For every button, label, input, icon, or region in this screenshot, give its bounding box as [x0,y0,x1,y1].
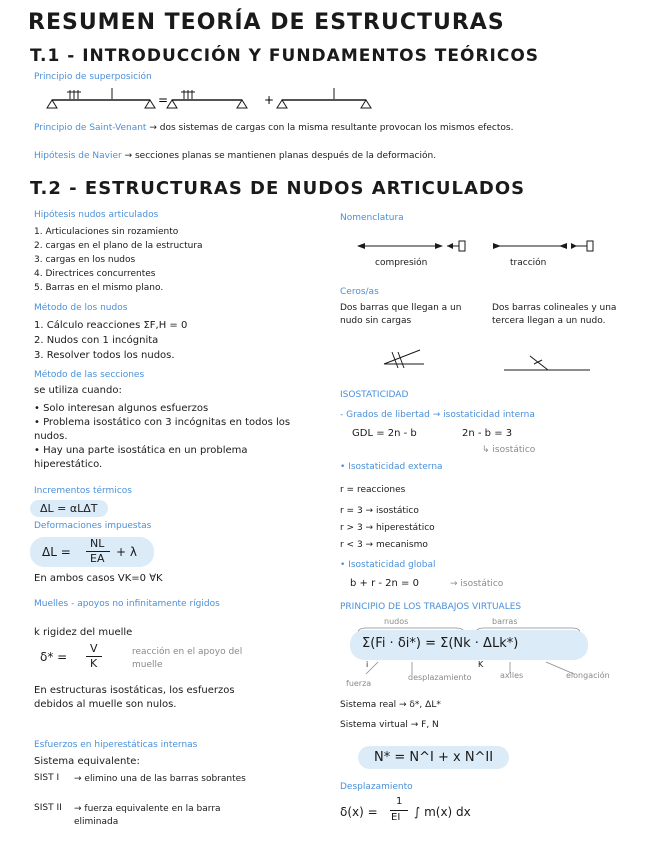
metodo-secciones-list [34,402,294,472]
navier-line [34,151,436,161]
global-note: → isostático [450,579,504,589]
sistema-virtual: Sistema virtual → F, N [340,720,439,730]
ptv-elongacion: elongación [566,671,610,680]
global-label: • Isostaticidad global [340,560,436,570]
list-item: 3. cargas en los nudos [34,255,136,265]
list-item: 5. Barras en el mismo plano. [34,283,164,293]
list-item: r > 3 → hiperestático [340,523,435,533]
list-item: • Solo interesan algunos esfuerzos [34,403,209,414]
desplazamiento-formula [340,796,500,828]
sistema-real: Sistema real → δ*, ΔL* [340,700,441,710]
esfuerzos-heading: Esfuerzos en hiperestáticas internas [34,740,198,750]
rigidez-formula [40,642,130,672]
gdl-isostatico: ↳ isostático [482,445,536,455]
list-item: 4. Directrices concurrentes [34,269,156,279]
formula-left: δ(x) = [340,805,378,819]
navier-text: → secciones planas se mantienen planas después de la deformación. [124,151,437,161]
navier-label: Hipótesis de Navier [34,151,122,161]
isostaticidad-heading: ISOSTATICIDAD [340,390,409,400]
muelles-heading: Muelles - apoyos no infinitamente rígidos [34,599,220,609]
ptv-fuerza: fuerza [346,679,372,688]
rigidez-label: k rigidez del muelle [34,627,133,638]
formula-right: ∫ m(x) dx [414,805,471,819]
ptv-sub-k: K [478,660,484,669]
formula-denominator: EA [90,552,105,565]
section-t2-title: T.2 - ESTRUCTURAS DE NUDOS ARTICULADOS [30,178,526,199]
ceros-diagram [380,342,620,374]
section-t1-title: T.1 - INTRODUCCIÓN Y FUNDAMENTOS TEÓRICOS [30,46,540,66]
ceros-left: Dos barras que llegan a un nudo sin cargas [340,303,462,326]
list-item: r < 3 → mecanismo [340,540,428,550]
list-item: • Problema isostático con 3 incógnitas en todos los nudos. [34,417,291,442]
document-title: RESUMEN TEORÍA DE ESTRUCTURAS [28,10,505,35]
superposicion-heading: Principio de superposición [34,72,152,82]
r-reacciones: r = reacciones [340,485,406,495]
formula-bar [390,810,408,811]
sistema-equiv: Sistema equivalente: [34,756,140,767]
metodo-nudos-heading: Método de los nudos [34,303,128,313]
nomenclatura-heading: Nomenclatura [340,213,404,223]
rigidez-note: reacción en el apoyo del muelle [132,647,243,670]
formula-right: + λ [116,545,137,559]
gdl-formula: GDL = 2n - b [352,428,417,439]
list-item: 1. Articulaciones sin rozamiento [34,227,179,237]
hipotesis-list [34,225,203,295]
incrementos-heading: Incrementos térmicos [34,486,132,496]
r-lines [340,503,435,554]
metodo-nudos-list [34,318,187,363]
ptv-desplazamiento: desplazamiento [408,673,472,682]
list-item: 3. Resolver todos los nudos. [34,350,175,361]
metodo-secciones-intro: se utiliza cuando: [34,385,122,396]
list-item: 2. Nudos con 1 incógnita [34,335,159,346]
formula-left: δ* = [40,650,68,664]
incrementos-formula: ΔL = αLΔT [30,500,108,517]
list-item: • Hay una parte isostática en un problema hiperestático. [34,445,248,470]
n-formula: N* = N^I + x N^II [358,746,509,769]
gdl-b: 2n - b = 3 [462,428,513,439]
list-item: r = 3 → isostático [340,506,419,516]
ambos-casos: En ambos casos VK=0 ∀K [34,573,163,584]
sist1-text: → elimino una de las barras sobrantes [74,774,246,784]
sist2-text: → fuerza equivalente en la barra eliminada [74,804,221,827]
traccion-label: tracción [510,258,547,268]
saint-venant-label: Principio de Saint-Venant [34,123,147,133]
svg-text:=: = [158,93,169,107]
compresion-label: compresión [375,258,428,268]
deformaciones-heading: Deformaciones impuestas [34,521,152,531]
isostaticas-text: En estructuras isostáticas, los esfuerzos debidos al muelle son nulos. [34,685,235,710]
hipotesis-heading: Hipótesis nudos articulados [34,210,159,220]
formula-denominator: EI [391,812,401,823]
saint-venant-text: → dos sistemas de cargas con la misma resultante provocan los mismos efectos. [149,123,514,133]
ceros-right: Dos barras colineales y una tercera llegan a un nudo. [492,303,617,326]
ptv-nudos: nudos [384,617,409,626]
sist2-label: SIST II [34,803,62,813]
superposition-diagram [50,86,370,112]
formula-numerator: V [90,642,98,655]
ptv-formula-text: Σ(Fi · δi*) = Σ(Nk · ΔLk*) [362,636,519,651]
ptv-barras: barras [492,617,518,626]
formula-numerator: NL [90,537,105,550]
externa-label: • Isostaticidad externa [340,462,443,472]
ptv-sub-i: i [366,660,369,669]
ptv-heading: PRINCIPIO DE LOS TRABAJOS VIRTUALES [340,602,522,612]
metodo-secciones-heading: Método de las secciones [34,370,145,380]
formula-left: ΔL = [42,545,71,559]
global-formula: b + r - 2n = 0 [350,578,419,589]
desplazamiento-heading: Desplazamiento [340,782,413,792]
ptv-arrows [350,660,600,676]
formula-denominator: K [90,657,98,670]
list-item: 1. Cálculo reacciones ΣF,H = 0 [34,320,188,331]
nomenclatura-diagram [355,238,615,258]
list-item: 2. cargas en el plano de la estructura [34,241,203,251]
ptv-formula [350,630,588,660]
deformaciones-formula [30,537,154,567]
svg-text:+: + [264,93,275,107]
saint-venant-line [34,122,624,134]
sist1-label: SIST I [34,773,60,783]
ptv-axiles: axiles [500,671,524,680]
ceros-heading: Ceros/as [340,287,379,297]
grados-label: - Grados de libertad → isostaticidad interna [340,410,535,420]
formula-numerator: 1 [396,796,403,807]
